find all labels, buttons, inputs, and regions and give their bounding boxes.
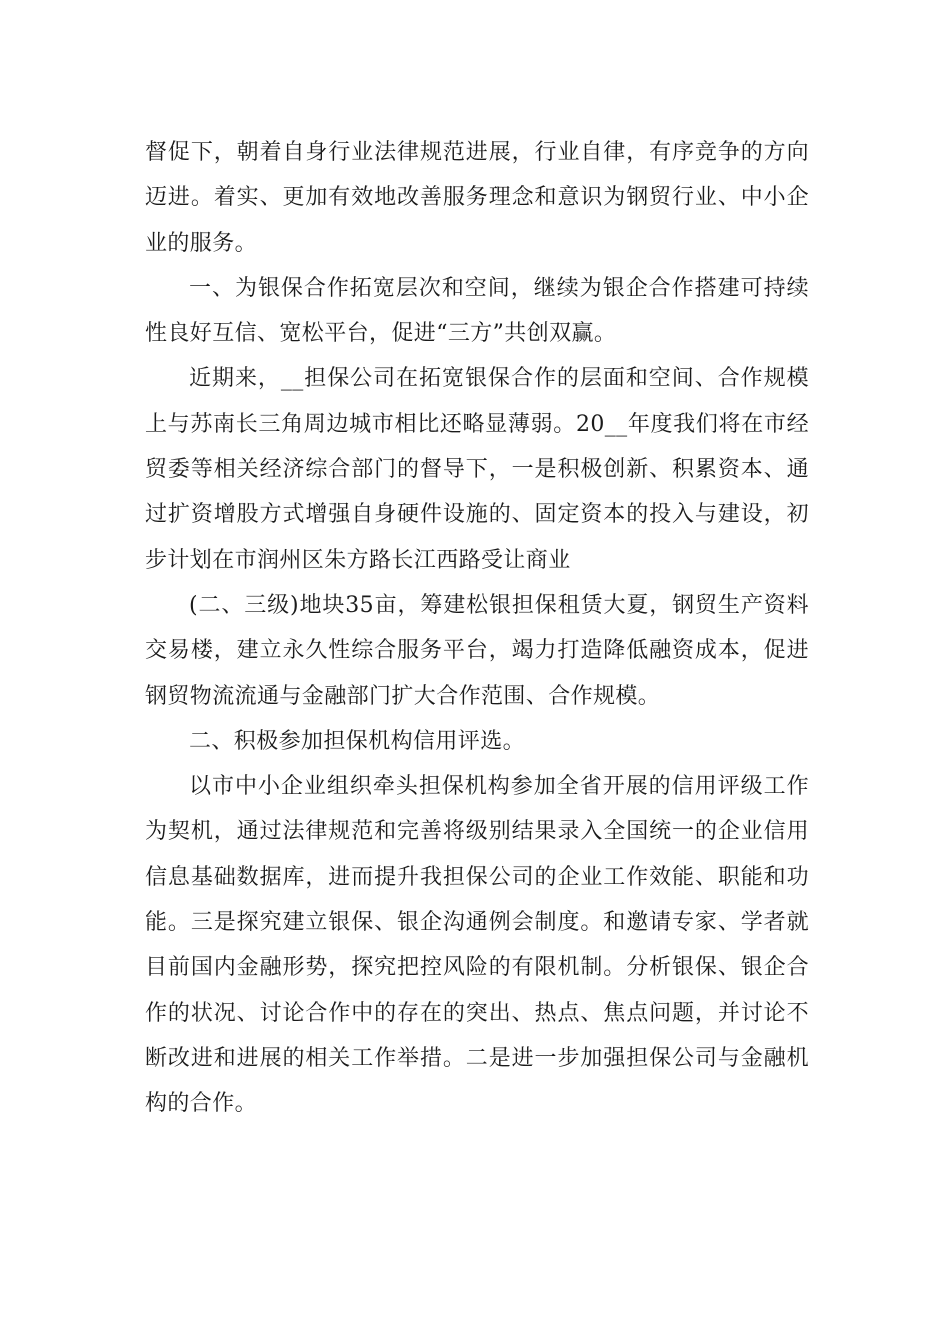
paragraph-credit-rating: 以市中小企业组织牵头担保机构参加全省开展的信用评级工作为契机，通过法律规范和完善将级别结果录入全国统一的企业信用信息基础数据库，进而提升我担保公司的企业工作效能、职能和功能。三是探究建立银保、银企沟通例会制度。和邀请专家、学者就目前国内金融形势，探究把控风险的有限机制。分析银保、银企合作的状况、讨论合作中的存在的突出、热点、焦点问题，并讨论不断改进和进展的相关工作举措。二是进一步加强担保公司与金融机构的合作。 bbox=[145, 774, 809, 1117]
paragraph-recent-period: 近期来，__担保公司在拓宽银保合作的层面和空间、合作规模上与苏南长三角周边城市相比还略显薄弱。20__年度我们将在市经贸委等相关经济综合部门的督导下，一是积极创新、积累资本、通过扩资增股方式增强自身硬件设施的、固定资本的投入与建设，初步计划在市润州区朱方路长江西路受让商业 bbox=[145, 366, 809, 573]
paragraph-heading-one: 一、为银保合作拓宽层次和空间，继续为银企合作搭建可持续性良好互信、宽松平台，促进“三方”共创双赢。 bbox=[145, 275, 809, 347]
paragraph-land-plot: (二、三级)地块35亩，筹建松银担保租赁大夏，钢贸生产资料交易楼，建立永久性综合服务平台，竭力打造降低融资成本，促进钢贸物流流通与金融部门扩大合作范围、合作规模。 bbox=[145, 592, 809, 709]
document-body bbox=[145, 130, 809, 1127]
paragraph-heading-two: 二、积极参加担保机构信用评选。 bbox=[189, 728, 526, 754]
paragraph-continuation: 督促下，朝着自身行业法律规范进展，行业自律，有序竞争的方向迈进。着实、更加有效地改善服务理念和意识为钢贸行业、中小企业的服务。 bbox=[145, 140, 809, 256]
